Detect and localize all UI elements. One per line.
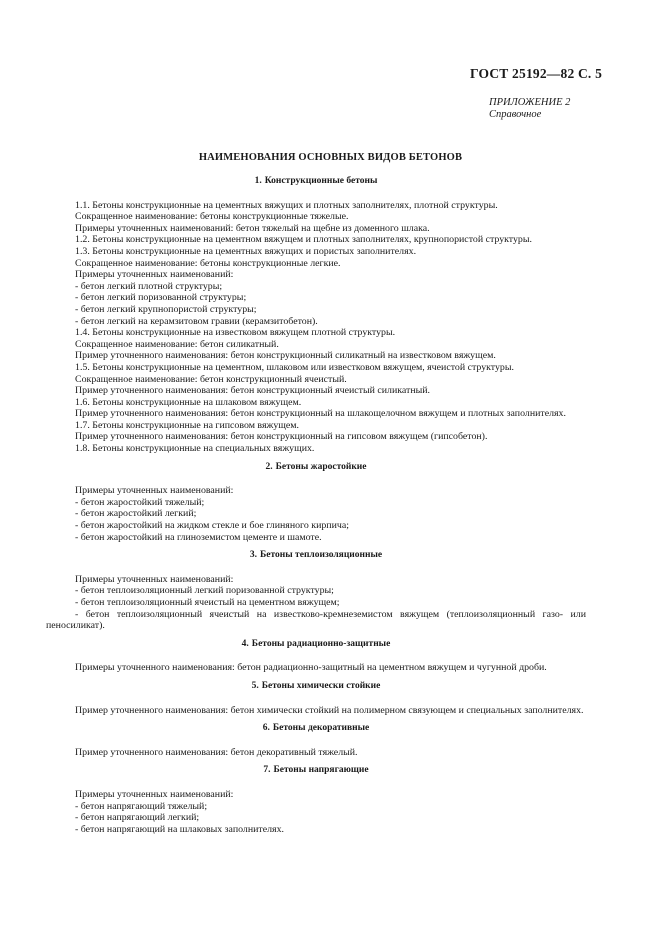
paragraph: 1.1. Бетоны конструкционные на цементных вяжущих и плотных заполнителях, плотной структуры.: [75, 199, 498, 211]
list-item: - бетон жаростойкий на глиноземистом цементе и шамоте.: [46, 532, 586, 544]
paragraph: Сокращенное наименование: бетоны конструкционные тяжелые.: [75, 211, 349, 223]
paragraph: Примеры уточненных наименований:: [75, 573, 234, 585]
paragraph: 1.2. Бетоны конструкционные на цементном вяжущем и плотных заполнителях, крупнопористой структуры.: [75, 234, 532, 246]
list-item: - бетон теплоизоляционный ячеистый на цементном вяжущем;: [46, 597, 586, 609]
section-title: Бетоны жаростойкие: [275, 461, 367, 472]
appendix-block: [489, 97, 570, 121]
paragraph: Примеры уточненных наименований:: [75, 485, 234, 497]
paragraph: Пример уточненного наименования: бетон конструкционный ячеистый силикатный.: [75, 385, 430, 397]
list-item: - бетон легкий плотной структуры;: [46, 281, 586, 293]
section-title: Бетоны теплоизоляционные: [260, 550, 383, 561]
paragraph: Пример уточненного наименования: бетон конструкционный на гипсовом вяжущем (гипсобетон).: [75, 431, 488, 443]
paragraph: Примеры уточненного наименования: бетон радиационно-защитный на цементном вяжущем и чугунной дроби.: [75, 662, 547, 674]
paragraph: 1.8. Бетоны конструкционные на специальных вяжущих.: [75, 443, 315, 455]
section-title: Бетоны напрягающие: [273, 765, 369, 776]
list-item: - бетон легкий на керамзитовом гравии (керамзитобетон).: [46, 316, 586, 328]
document-body: [46, 176, 586, 835]
list-item: - бетон жаростойкий на жидком стекле и бое глиняного кирпича;: [46, 520, 586, 532]
section-title: Конструкционные бетоны: [264, 176, 378, 186]
paragraph: Примеры уточненных наименований:: [75, 269, 234, 281]
section-number: 7.: [263, 765, 271, 776]
paragraph: Сокращенное наименование: бетон конструкционный ячеистый.: [75, 373, 347, 385]
section-number: 2.: [265, 461, 273, 472]
section-heading: [46, 765, 586, 777]
paragraph: Примеры уточненных наименований: бетон тяжелый на щебне из доменного шлака.: [75, 222, 430, 234]
paragraph: 1.4. Бетоны конструкционные на известковом вяжущем плотной структуры.: [75, 327, 396, 339]
paragraph: Пример уточненного наименования: бетон химически стойкий на полимерном связующем и специальных заполнителях.: [75, 704, 584, 716]
section-number: 4.: [241, 638, 249, 649]
paragraph: 1.3. Бетоны конструкционные на цементных вяжущих и пористых заполнителях.: [75, 245, 417, 257]
section-heading: [46, 681, 586, 693]
paragraph: 1.7. Бетоны конструкционные на гипсовом вяжущем.: [75, 419, 299, 431]
appendix-label: ПРИЛОЖЕНИЕ 2: [489, 97, 571, 108]
list-item: - бетон напрягающий легкий;: [46, 812, 586, 824]
section-number: 1.: [254, 176, 262, 186]
list-item: - бетон легкий крупнопористой структуры;: [46, 304, 586, 316]
list-item: - бетон жаростойкий тяжелый;: [46, 497, 586, 509]
list-item: - бетон жаростойкий легкий;: [46, 508, 586, 520]
paragraph: Сокращенное наименование: бетоны конструкционные легкие.: [75, 257, 341, 269]
page-header-code: ГОСТ 25192—82 С. 5: [470, 66, 603, 81]
section-title: Бетоны химически стойкие: [261, 680, 381, 691]
appendix-note: Справочное: [489, 109, 542, 120]
list-item: - бетон легкий поризованной структуры;: [46, 292, 586, 304]
paragraph: 1.5. Бетоны конструкционные на цементном, шлаковом или известковом вяжущем, ячеистой структуры.: [75, 361, 514, 373]
list-item: - бетон теплоизоляционный легкий поризованной структуры;: [46, 585, 586, 597]
section-title: Бетоны радиационно-защитные: [251, 638, 391, 649]
paragraph: Примеры уточненных наименований:: [75, 788, 234, 800]
paragraph: Сокращенное наименование: бетон силикатный.: [75, 338, 279, 350]
section-heading: [46, 723, 586, 735]
paragraph: 1.6. Бетоны конструкционные на шлаковом вяжущем.: [75, 396, 302, 408]
section-heading: [46, 639, 586, 651]
section-heading: [46, 550, 586, 562]
section-number: 6.: [262, 723, 270, 734]
section-heading: [46, 176, 586, 188]
list-item: - бетон напрягающий тяжелый;: [46, 801, 586, 813]
list-item: - бетон теплоизоляционный ячеистый на известково-кремнеземистом вяжущем (теплоизоляционный газо- или пеносиликат).: [46, 609, 586, 632]
list-item: - бетон напрягающий на шлаковых заполнителях.: [46, 824, 586, 836]
section-heading: [46, 462, 586, 474]
section-number: 3.: [249, 550, 257, 561]
paragraph: Пример уточненного наименования: бетон конструкционный на шлакощелочном вяжущем и плотных заполнителях.: [75, 408, 566, 420]
document-title: НАИМЕНОВАНИЯ ОСНОВНЫХ ВИДОВ БЕТОНОВ: [198, 152, 463, 163]
paragraph: Пример уточненного наименования: бетон декоративный тяжелый.: [75, 746, 358, 758]
section-number: 5.: [251, 680, 259, 691]
section-title: Бетоны декоративные: [272, 723, 370, 734]
paragraph: Пример уточненного наименования: бетон конструкционный силикатный на известковом вяжущем.: [75, 350, 496, 362]
